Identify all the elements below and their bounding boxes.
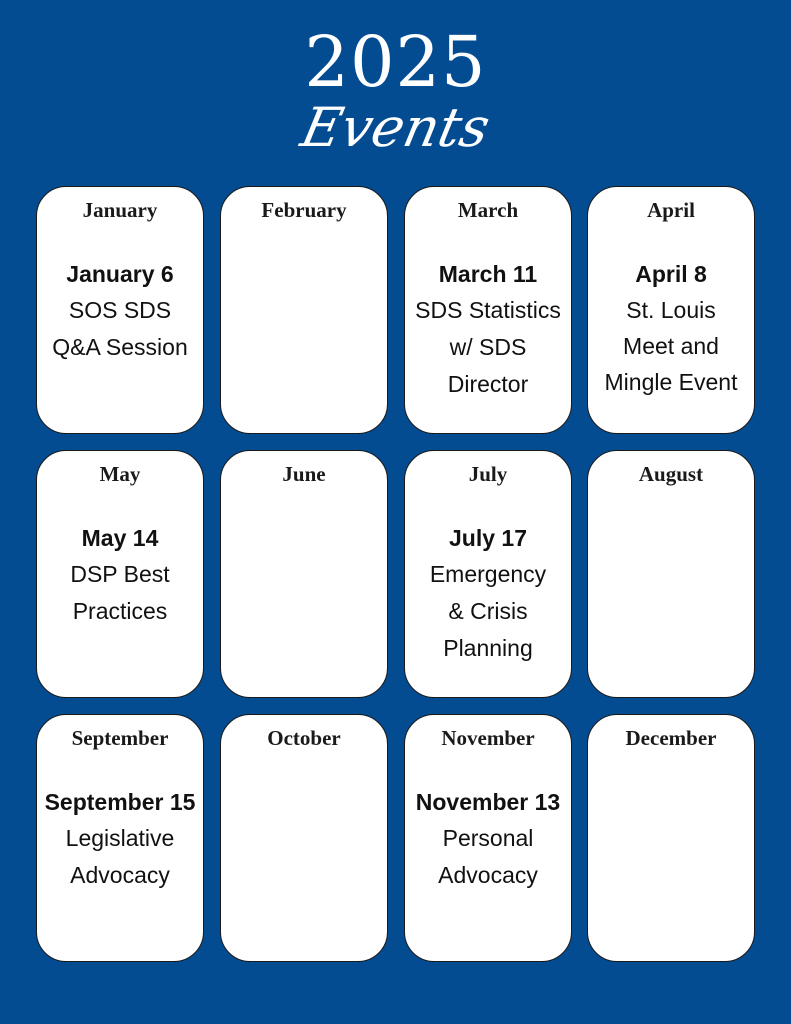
- event-title: DSP Best Practices: [70, 561, 170, 624]
- page-subtitle-events: Events: [295, 96, 496, 159]
- month-heading: February: [261, 198, 347, 222]
- month-heading: December: [625, 726, 717, 750]
- event-block: [404, 787, 572, 894]
- month-card-december: [587, 714, 755, 962]
- month-card-october: [220, 714, 388, 962]
- event-date: January 6: [66, 261, 174, 287]
- month-heading: June: [282, 462, 326, 486]
- event-block: [36, 787, 204, 894]
- month-heading: April: [647, 198, 695, 222]
- month-card-february: [220, 186, 388, 434]
- month-card-august: [587, 450, 755, 698]
- month-heading: January: [82, 198, 158, 222]
- event-block: [404, 523, 572, 667]
- month-card-september: [36, 714, 204, 962]
- month-heading: November: [441, 726, 535, 750]
- month-card-june: [220, 450, 388, 698]
- event-date: April 8: [635, 261, 707, 287]
- month-card-may: [36, 450, 204, 698]
- month-card-july: [404, 450, 572, 698]
- event-title: St. Louis Meet and Mingle Event: [604, 297, 738, 395]
- month-heading: July: [468, 462, 508, 486]
- event-title: SOS SDS Q&A Session: [52, 297, 188, 360]
- event-title: Personal Advocacy: [438, 825, 538, 888]
- event-block: [36, 523, 204, 630]
- event-block: [404, 259, 572, 403]
- month-heading: October: [267, 726, 341, 750]
- month-card-march: [404, 186, 572, 434]
- month-heading: March: [457, 198, 519, 222]
- month-heading: August: [638, 462, 704, 486]
- month-card-january: [36, 186, 204, 434]
- month-card-november: [404, 714, 572, 962]
- month-card-april: [587, 186, 755, 434]
- event-block: [36, 259, 204, 366]
- event-date: May 14: [81, 525, 159, 551]
- event-date: March 11: [438, 261, 538, 287]
- event-block: [587, 259, 755, 400]
- event-date: November 13: [415, 789, 561, 815]
- month-heading: September: [71, 726, 169, 750]
- event-title: Legislative Advocacy: [65, 825, 175, 888]
- event-date: September 15: [44, 789, 196, 815]
- event-date: July 17: [449, 525, 527, 551]
- event-title: SDS Statistics w/ SDS Director: [415, 297, 561, 397]
- event-title: Emergency & Crisis Planning: [429, 561, 547, 661]
- month-heading: May: [99, 462, 141, 486]
- page-title-year: 2025: [304, 21, 487, 103]
